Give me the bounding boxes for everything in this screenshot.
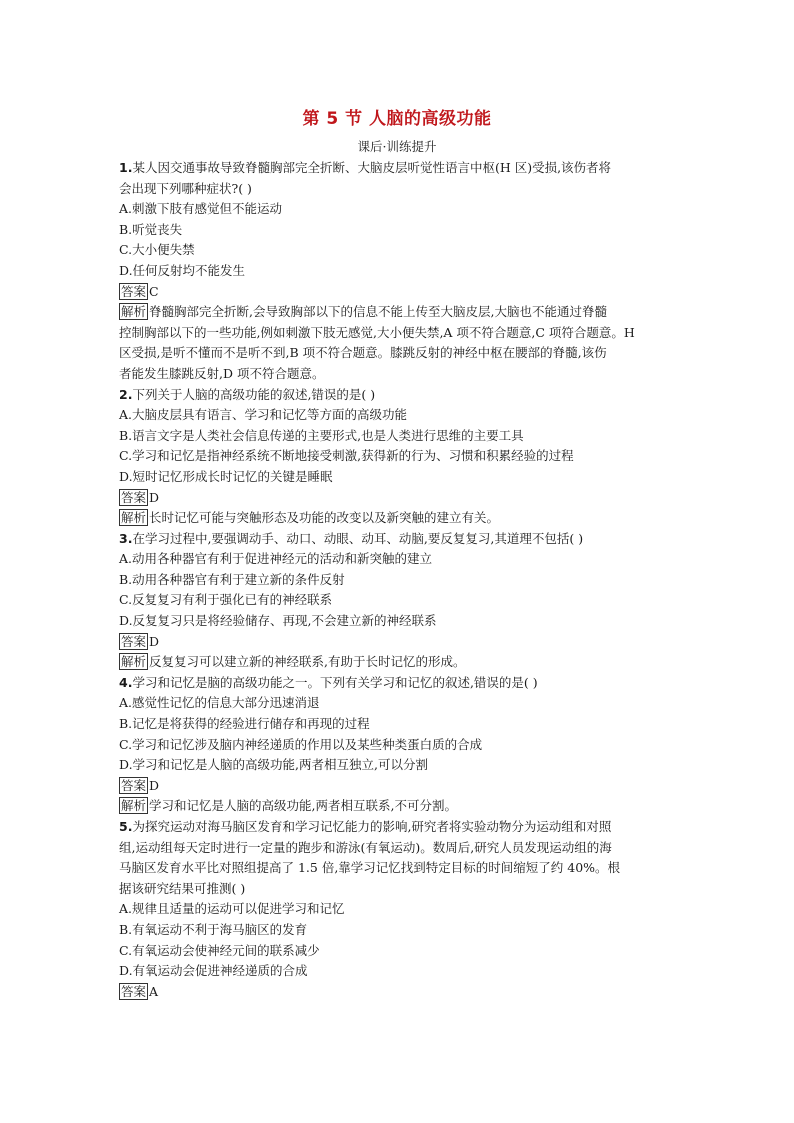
option-item: D.反复复习只是将经验储存、再现,不会建立新的神经联系 [119,613,437,629]
answer-line [119,632,679,653]
question-number: 4. [119,674,133,690]
question-stem-text: 会出现下列哪种症状?( ) [119,180,252,196]
question-number: 5. [119,819,133,834]
analysis-tag: 解析 [121,304,147,320]
answer-tag: 答案 [121,633,147,649]
question-stem-text: 组,运动组每天定时进行一定量的跑步和游泳(有氧运动)。数周后,研究人员发现运动组的海 [119,839,612,855]
answer-line [119,488,679,509]
question-stem-text: 学习和记忆是脑的高级功能之一。下列有关学习和记忆的叙述,错误的是( ) [132,674,538,690]
answer-tag: 答案 [121,489,147,505]
option-item: D.任何反射均不能发生 [119,262,246,278]
option-item: B.动用各种器官有利于建立新的条件反射 [119,571,345,587]
option-item: D.学习和记忆是人脑的高级功能,两者相互独立,可以分割 [119,757,428,773]
option-item: A.刺激下肢有感觉但不能运动 [119,201,283,217]
answer-value: C [149,283,159,299]
question-block [119,158,679,385]
option-item: C.反复复习有利于强化已有的神经联系 [119,592,333,608]
question-stem-line [119,529,679,550]
answer-line [119,282,679,303]
option-item: B.有氧运动不利于海马脑区的发育 [119,921,308,937]
question-list [119,158,679,1002]
analysis-text: 区受损,是听不懂而不是听不到,B 项不符合题意。膝跳反射的神经中枢在腰部的脊髓,该伤 [119,345,607,361]
option-item: A.感觉性记忆的信息大部分迅速消退 [119,695,320,711]
question-stem-text: 下列关于人脑的高级功能的叙述,错误的是( ) [132,386,376,402]
analysis-line [119,302,679,323]
analysis-line [119,323,679,344]
analysis-line [119,508,679,529]
option-item: B.记忆是将获得的经验进行储存和再现的过程 [119,716,370,732]
question-block [119,673,679,817]
question-number: 2. [119,386,133,402]
analysis-line [119,652,679,673]
analysis-line [119,364,679,385]
question-number: 3. [119,530,133,546]
question-stem-text: 据该研究结果可推测( ) [119,880,246,896]
question-stem-text: 马脑区发育水平比对照组提高了 1.5 倍,靠学习记忆找到特定目标的时间缩短了约 40%。根 [119,860,621,876]
analysis-text: 长时记忆可能与突触形态及功能的改变以及新突触的建立有关。 [149,510,500,526]
question-stem-text: 在学习过程中,要强调动手、动口、动眼、动耳、动脑,要反复复习,其道理不包括( ) [132,530,584,546]
analysis-text: 学习和记忆是人脑的高级功能,两者相互联系,不可分割。 [149,798,457,814]
question-stem-line [119,858,679,879]
analysis-text: 者能发生膝跳反射,D 项不符合题意。 [119,365,325,381]
question-stem-line [119,838,679,859]
option-item: B.听觉丧失 [119,221,183,237]
option-item: C.学习和记忆是指神经系统不断地接受刺激,获得新的行为、习惯和积累经验的过程 [119,448,574,464]
question-stem-line [119,817,679,838]
question-number: 1. [119,160,133,175]
question-stem-line [119,879,679,900]
answer-line [119,982,679,1003]
question-block [119,529,679,673]
answer-value: A [149,983,159,999]
analysis-tag: 解析 [121,510,147,526]
analysis-tag: 解析 [121,798,147,814]
answer-tag: 答案 [121,283,147,299]
answer-value: D [149,489,160,505]
page-title: 第 5 节 人脑的高级功能 [302,109,492,129]
option-item: D.短时记忆形成长时记忆的关键是睡眠 [119,468,333,484]
question-block [119,385,679,529]
answer-value: D [149,777,160,793]
section-subtitle: 课后·训练提升 [357,139,437,154]
analysis-text: 控制胸部以下的一些功能,例如刺激下肢无感觉,大小便失禁,A 项不符合题意,C 项符合题意。H [119,324,635,340]
analysis-line [119,796,679,817]
analysis-text: 反复复习可以建立新的神经联系,有助于长时记忆的形成。 [149,654,466,670]
option-item: C.有氧运动会使神经元间的联系减少 [119,942,320,958]
option-item: A.动用各种器官有利于促进神经元的活动和新突触的建立 [119,551,433,567]
question-stem-line [119,385,679,406]
answer-line [119,776,679,797]
option-item: D.有氧运动会促进神经递质的合成 [119,963,308,979]
answer-value: D [149,633,160,649]
question-stem-line [119,673,679,694]
answer-tag: 答案 [121,983,147,999]
question-stem-line [119,158,679,179]
question-stem-text: 某人因交通事故导致脊髓胸部完全折断、大脑皮层听觉性语言中枢(H 区)受损,该伤者将 [132,160,612,175]
question-stem-text: 为探究运动对海马脑区发育和学习记忆能力的影响,研究者将实验动物分为运动组和对照 [132,819,612,834]
option-item: C.大小便失禁 [119,242,195,258]
answer-tag: 答案 [121,777,147,793]
option-item: C.学习和记忆涉及脑内神经递质的作用以及某些种类蛋白质的合成 [119,736,483,752]
analysis-tag: 解析 [121,654,147,670]
option-item: B.语言文字是人类社会信息传递的主要形式,也是人类进行思维的主要工具 [119,427,524,443]
analysis-text: 脊髓胸部完全折断,会导致胸部以下的信息不能上传至大脑皮层,大脑也不能通过脊髓 [149,304,607,320]
question-block [119,817,679,1002]
question-stem-line [119,179,679,200]
option-item: A.规律且适量的运动可以促进学习和记忆 [119,901,345,917]
analysis-line [119,343,679,364]
option-item: A.大脑皮层具有语言、学习和记忆等方面的高级功能 [119,407,408,423]
